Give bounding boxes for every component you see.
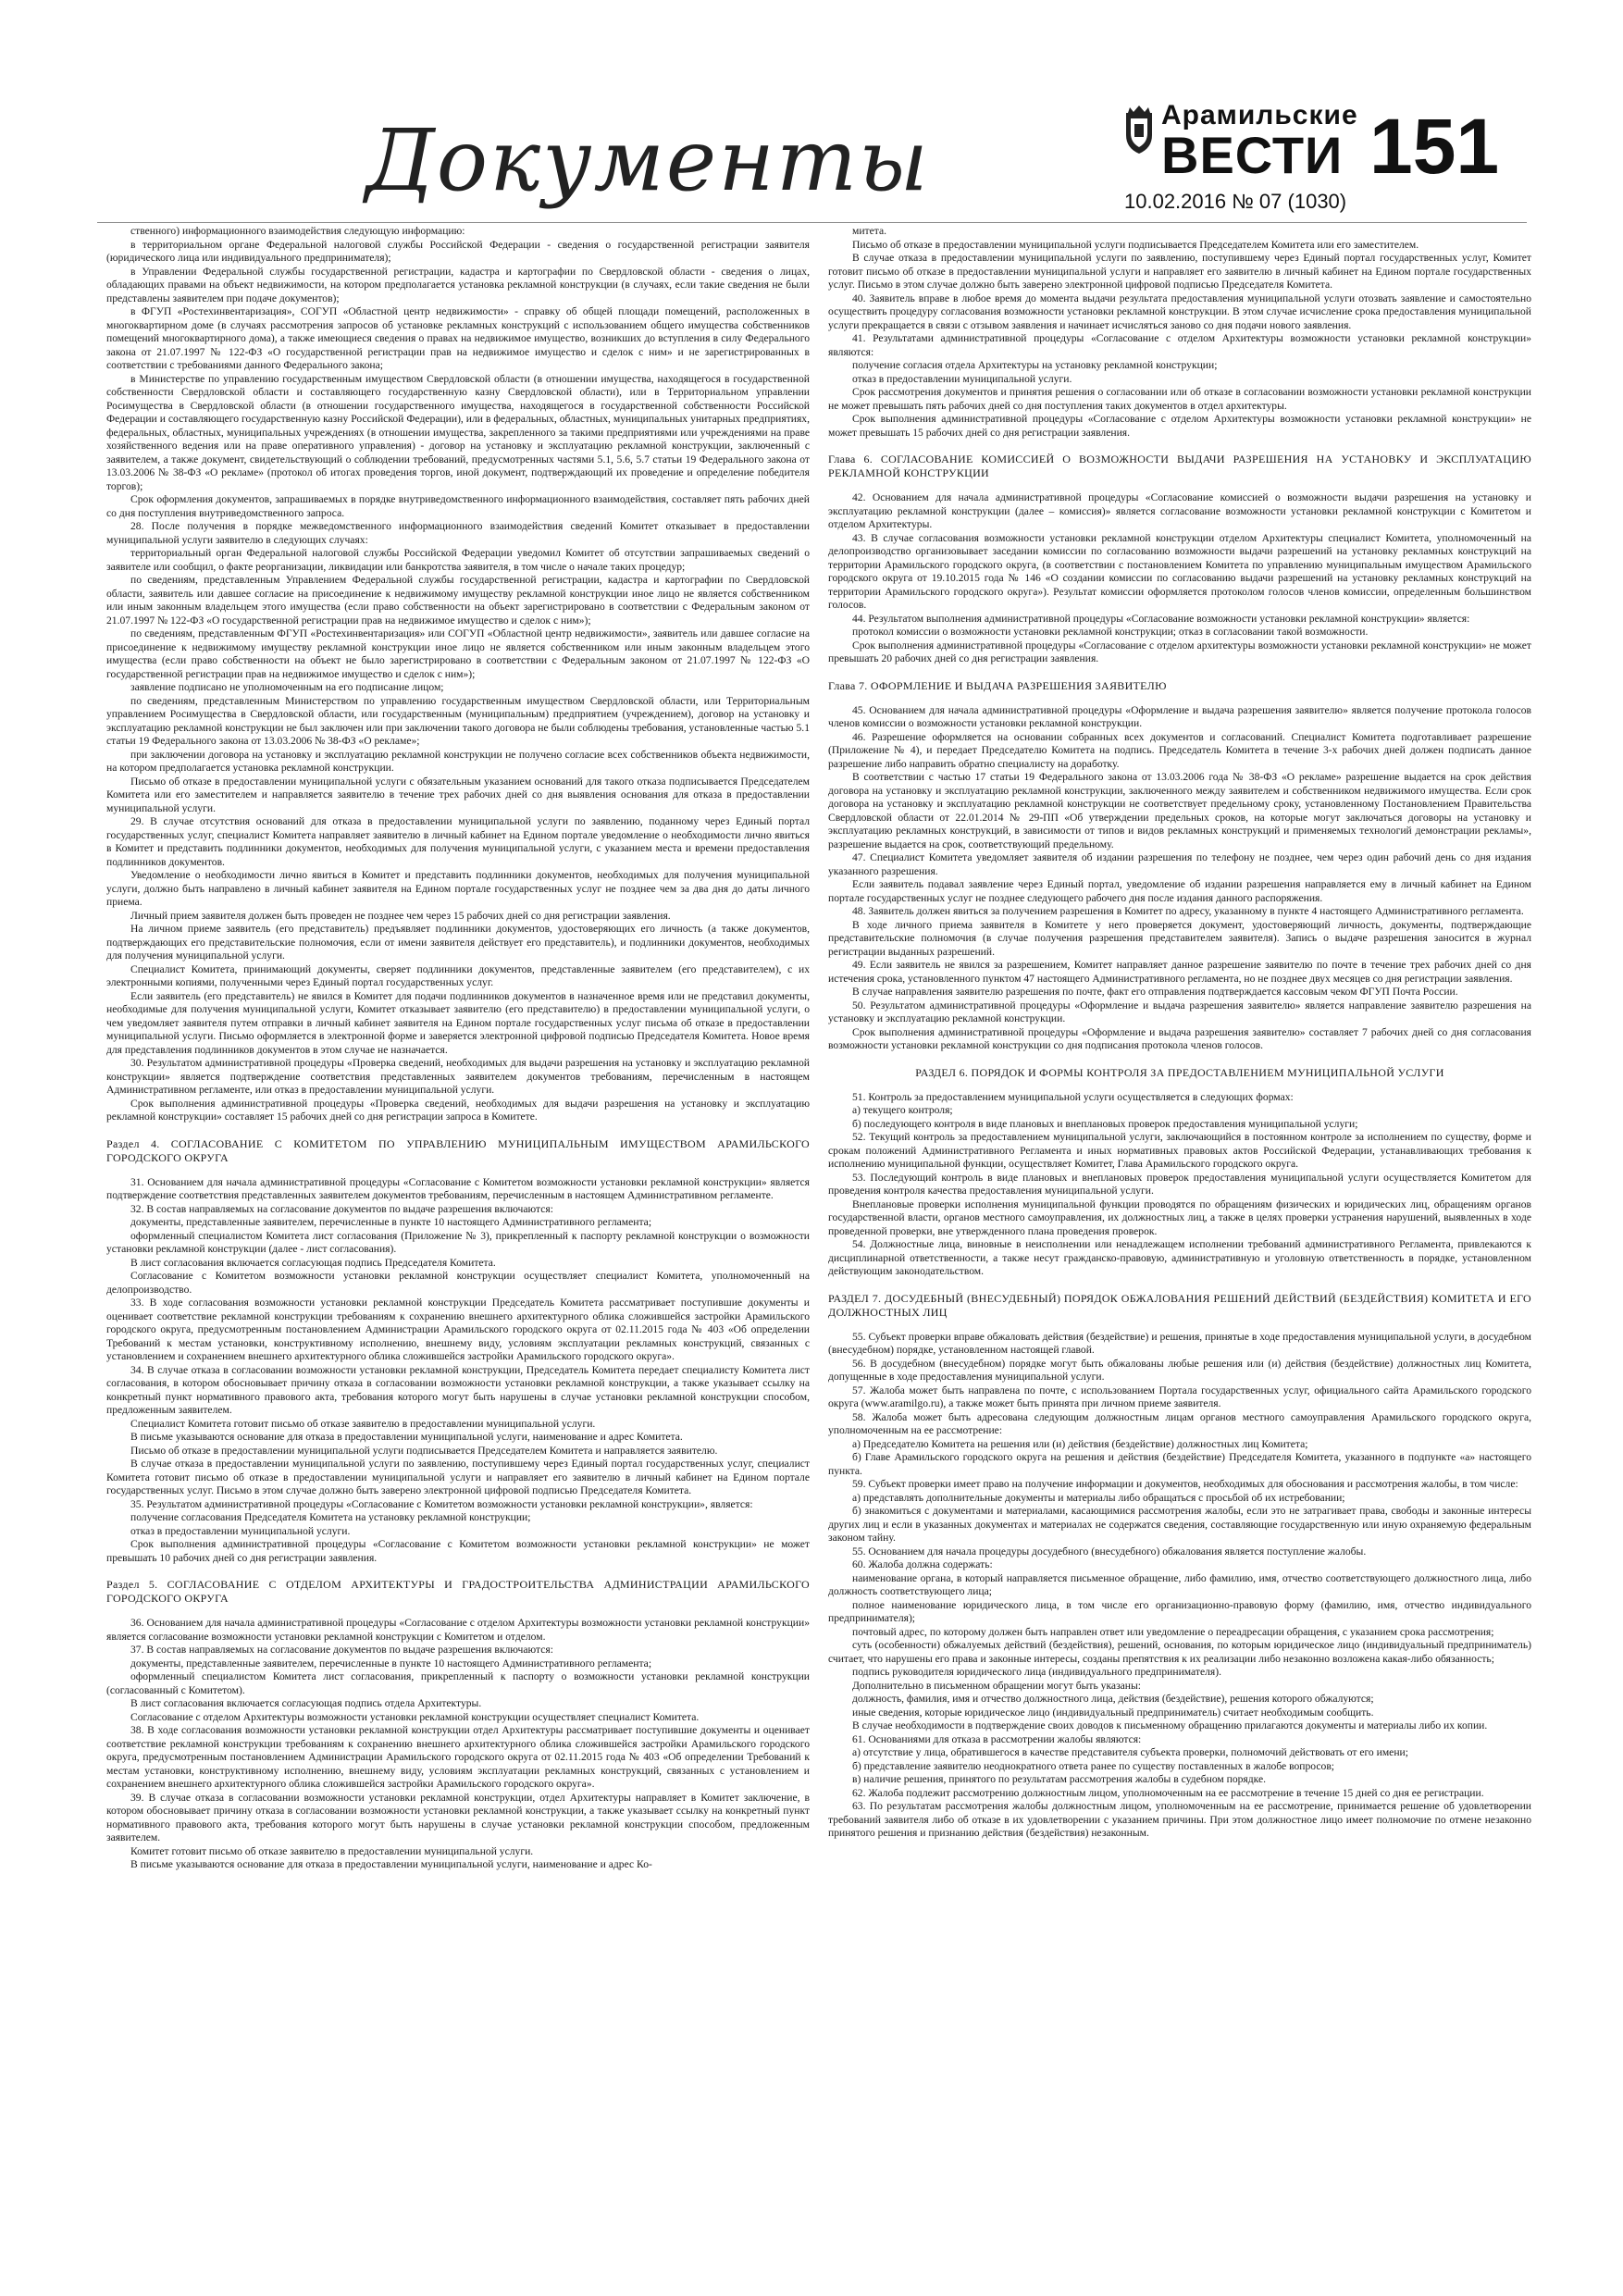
paragraph: заявление подписано не уполномоченным на его подписание лицом; — [130, 681, 444, 693]
paragraph: территориальный орган Федеральной налоговой службы Российской Федерации уведомил Комитет об отсутствии запрашиваемых сведений о заявителе или сообщил, о факте реорганизации, ликвидации или банкротства заявителя, в том числе о начале таких процедур; — [106, 547, 810, 573]
paragraph: 58. Жалоба может быть адресована следующим должностным лицам органов местного самоуправления Арамильского городского округа, уполномоченным на ее рассмотрение: — [828, 1410, 1531, 1436]
paragraph: б) Главе Арамильского городского округа на решения и действия (бездействие) Председателя Комитета, указанного в подпункте «а» настоящего пункта. — [828, 1451, 1531, 1477]
paragraph: Срок выполнения административной процедуры «Согласование с Комитетом возможности установки рекламной конструкции» не может превышать 10 рабочих дней со дня регистрации заявления. — [106, 1538, 810, 1564]
paragraph: документы, представленные заявителем, перечисленные в пункте 10 настоящего Административного регламента; — [130, 1657, 652, 1669]
paragraph: митета. — [852, 225, 887, 237]
section-heading: Раздел 4. СОГЛАСОВАНИЕ С КОМИТЕТОМ ПО УПРАВЛЕНИЮ МУНИЦИПАЛЬНЫМ ИМУЩЕСТВОМ АРАМИЛЬСКОГО ГОРОДСКОГО ОКРУГА — [106, 1136, 810, 1164]
paragraph: 43. В случае согласования возможности установки рекламной конструкции отделом Архитектуры специалист Комитета, уполномоченный на делопроизводство организовывает заседании комиссии по согласованию возможности выдачи разрешений на установку рекламных конструкций на территории Арамильского городского округа, (в соответствии с постановлением Комитета по управлению муниципальным имуществом Арамильского городского округа от 19.10.2015 года № 146 «О создании комиссии по согласованию выдачи разрешений на установку рекламных конструкций на территории Арамильского городского округа»). Результат комиссии оформляется протоколом голосов членов комиссии, определенным большинством голосов. — [828, 531, 1531, 611]
paragraph: в ФГУП «Ростехинвентаризация», СОГУП «Областной центр недвижимости» - справку об общей площади помещений, расположенных в многоквартирном доме (в случаях рассмотрения запросов об установке рекламных конструкций с использованием общего имущества собственников помещений многоквартирного дома), а также имеющиеся сведения о правах на недвижимое имущество, возникших до вступления в силу Федерального закона от 21.07.1997 № 122-ФЗ «О государственной регистрации прав на недвижимое имущество и сделок с ним» и не зарегистрированных в соответствии с требованиями данного Федерального закона; — [106, 305, 810, 371]
paragraph: 44. Результатом выполнения административной процедуры «Согласование возможности установки рекламной конструкции» является: — [852, 612, 1470, 625]
paragraph: 50. Результатом административной процедуры «Оформление и выдача разрешения заявителю» является направление заявителю разрешения на установку и эксплуатацию рекламной конструкции. — [828, 999, 1531, 1024]
paragraph: 63. По результатам рассмотрения жалобы должностным лицом, уполномоченным на ее рассмотрение, принимается решение об удовлетворении требований заявителя либо об отказе в их удовлетворении с указанием причины. При этом должностное лицо имеет полномочие по отмене незаконно принятого решения и признанию действия (бездействия) незаконным. — [828, 1800, 1531, 1839]
paragraph: 35. Результатом административной процедуры «Согласование с Комитетом возможности установки рекламной конструкции», является: — [130, 1497, 753, 1510]
paragraph: 59. Субъект проверки имеет право на получение информации и документов, необходимых для обоснования и рассмотрения жалобы, в том числе: — [852, 1478, 1518, 1490]
paragraph: 33. В ходе согласования возможности установки рекламной конструкции Председатель Комитета рассматривает поступившие документы и оценивает соответствие рекламной конструкции требованиям к сохранению внешнего архитектурного облика сложившейся застройки Арамильского городского округа, предусмотренным постановлением Администрации Арамильского городского округа от 02.11.2015 года № 403 «Об определении Требований к местам установки, конструктивному исполнению, внешнему виду, условиям эксплуатации рекламных конструкций, связанных с установлением и сохранением внешнего архитектурного облика сложившейся застройки Арамильского городского округа». — [106, 1297, 810, 1362]
paragraph: В ходе личного приема заявителя в Комитете у него проверяется документ, удостоверяющий личность, документы, подтверждающие представительские полномочия (в случае получения разрешения представителем заявителя). Запись о выдаче разрешения заносится в журнал регистрации выданных разрешений. — [828, 918, 1531, 958]
paragraph: по сведениям, представленным ФГУП «Ростехинвентаризация» или СОГУП «Областной центр недвижимости», заявитель или давшее согласие на присоединение к недвижимому имуществу рекламной конструкции иное лицо не является собственником или иным законным владельцем этого имущества (если право собственности на объект не было зарегистрировано в соответствии с Федеральным законом от 21.07.1997 № 122-ФЗ «О государственной регистрации прав на недвижимое имущество и сделок с ним»); — [106, 627, 810, 680]
paragraph: Согласование с Комитетом возможности установки рекламной конструкции осуществляет специалист Комитета, уполномоченный на делопроизводство. — [106, 1270, 810, 1296]
paragraph: почтовый адрес, по которому должен быть направлен ответ или уведомление о переадресации обращения, с указанием срока рассмотрения; — [852, 1625, 1494, 1638]
paragraph: Специалист Комитета, принимающий документы, сверяет подлинники документов, представленные заявителем (его представителем), с их электронными копиями, полученными через Единый портал государственных услуг. — [106, 962, 810, 988]
paragraph: в Управлении Федеральной службы государственной регистрации, кадастра и картографии по Свердловской области - сведения о лицах, обладающих правами на объект недвижимости, на котором предполагается установка рекламной конструкции (в случаях, если такие сведения не были представлены заявителем при подаче документов); — [106, 265, 810, 304]
paragraph: 45. Основанием для начала административной процедуры «Оформление и выдача разрешения заявителю» является получение протокола голосов членов комиссии о возможности установки рекламной конструкции. — [828, 703, 1531, 729]
paragraph: в Министерстве по управлению государственным имуществом Свердловской области (в отношении имущества, находящегося в государственной собственности Свердловской области и составляющего государственную казну Свердловской области), или в Территориальном управлении Росимущества в Свердловской области (в отношении государственного имущества, находящегося в государственной собственности Российской Федерации и составляющего государственную казну Российской Федерации), или в федеральных, областных, муниципальных унитарных предприятиях, федеральных, областных, муниципальных учреждениях (в отношении имущества, закрепленного за такими предприятиями или учреждениями на праве хозяйственного ведения или на праве оперативного управления) - договор на установку и эксплуатацию рекламной конструкции, заключенный с заявителем, а также документ, свидетельствующий о соблюдении требований, предусмотренных частями 5.1, 5.6, 5.7 статьи 19 Федерального закона от 13.03.2006 № 38-ФЗ «О рекламе» (протокол об итогах проведения торгов, иной документ, подтверждающий их проведение и определение победителя торгов); — [106, 372, 810, 492]
paragraph: оформленный специалистом Комитета лист согласования (Приложение № 3), прикрепленный к паспорту рекламной конструкции о возможности установки рекламной конструкции (далее - лист согласования). — [106, 1229, 810, 1255]
paragraph: 48. Заявитель должен явиться за получением разрешения в Комитет по адресу, указанному в пункте 4 настоящего Административного регламента. — [852, 905, 1524, 917]
paragraph: 55. Основанием для начала процедуры досудебного (внесудебного) обжалования является поступление жалобы. — [852, 1545, 1367, 1558]
right-text-column — [828, 225, 1531, 2275]
paragraph: по сведениям, представленным Министерством по управлению государственным имуществом Свердловской области, или Территориальным управлением Росимущества в Свердловской области, или государственным (муниципальным) предприятием (учреждением), договор на установку и эксплуатацию рекламной конструкции не был заключен или при заключении такого договора не были соблюдены требования, установленные частью 5.1 статьи 19 Федерального закона от 13.03.2006 № 38-ФЗ «О рекламе»; — [106, 694, 810, 747]
paragraph: оформленный специалистом Комитета лист согласования, прикрепленный к паспорту о возможности установки рекламной конструкции (согласованный с Комитетом). — [106, 1670, 810, 1696]
paragraph: Дополнительно в письменном обращении могут быть указаны: — [852, 1679, 1142, 1692]
paragraph: 31. Основанием для начала административной процедуры «Согласование с Комитетом возможности установки рекламной конструкции» является подтверждение соответствия представленных заявителем документов требованиям, перечисленным в настоящем Административном регламенте. — [106, 1175, 810, 1201]
paragraph: Срок выполнения административной процедуры «Проверка сведений, необходимых для выдачи разрешения на установку и эксплуатацию рекламной конструкции» составляет 15 рабочих дней со дня регистрации запроса в Комитете. — [106, 1097, 810, 1123]
paragraph: 46. Разрешение оформляется на основании собранных всех документов и согласований. Специалист Комитета подготавливает разрешение (Приложение № 4), и передает Председателю Комитета на подпись. Председатель Комитета в течение 3-х рабочих дней должен подписать данное разрешение либо направить обратно специалисту на доработку. — [828, 730, 1531, 770]
paragraph: Срок выполнения административной процедуры «Согласование с отделом Архитектуры возможности установки рекламной конструкции» не может превышать 15 рабочих дней со дня регистрации заявления. — [828, 413, 1531, 439]
paragraph: Уведомление о необходимости лично явиться в Комитет и представить подлинники документов, необходимых для получения муниципальной услуги, должно быть направлено в личный кабинет заявителя на Едином портале государственных услуг не позднее чем за два дня до даты личного приема. — [106, 869, 810, 908]
paragraph: 52. Текущий контроль за предоставлением муниципальной услуги, заключающийся в постоянном контроле за исполнением по существу, форме и срокам положений Административного Регламента и иных нормативных правовых актов Российской Федерации, устанавливающих требования к исполнению муниципальной функции, осуществляет Комитет, Глава Арамильского городского округа. — [828, 1131, 1531, 1170]
page-number: 151 — [1369, 103, 1500, 190]
paragraph: 42. Основанием для начала административной процедуры «Согласование комиссией о возможности выдачи разрешения на установку и эксплуатацию рекламной конструкции (далее – комиссия)» является согласование возможности установки рекламной конструкции с Комитетом и отделом Архитектуры. — [828, 491, 1531, 530]
paragraph: иные сведения, которые юридическое лицо (индивидуальный предприниматель) считает необходимым сообщить. — [852, 1706, 1374, 1719]
paragraph: б) представление заявителю неоднократного ответа ранее по существу поставленных в жалобе вопросов; — [852, 1759, 1335, 1772]
left-text-column — [106, 225, 810, 2275]
paragraph: 56. В досудебном (внесудебном) порядке могут быть обжалованы любые решения или (и) действия (бездействие) должностных лиц Комитета, допущенные в ходе предоставления муниципальной услуги. — [828, 1357, 1531, 1383]
paragraph: В случае необходимости в подтверждение своих доводов к письменному обращению прилагаются документы и материалы либо их копии. — [852, 1719, 1488, 1731]
paragraph: В соответствии с частью 17 статьи 19 Федерального закона от 13.03.2006 года № 38-ФЗ «О рекламе» разрешение выдается на срок действия договора на установку и эксплуатацию рекламной конструкции, заключенного между заявителем и собственником недвижимого имущества. Если срок договора на установку и эксплуатацию рекламной конструкции не соответствует предельному сроку, установленному Постановлением Правительства Свердловской области от 22.01.2014 № 29-ПП «Об утверждении предельных сроков, на которые могут заключаться договоры на установку и эксплуатацию рекламных конструкций, в зависимости от типов и видов рекламных конструкций и применяемых технологий демонстрации рекламы», разрешение выдается на срок, соответствующий предельному. — [828, 771, 1531, 850]
paragraph: Если заявитель (его представитель) не явился в Комитет для подачи подлинников документов в назначенное время или не представил документы, необходимые для получения муниципальной услуги, Комитет отказывает заявителю (его представителю) в предоставлении муниципальной услуги, о чем уведомляет заявителя путем отправки в личный кабинет заявителя на Едином портале государственных услуг письма об отказе в предоставлении муниципальной услуги. Письмо оформляется в электронной форме и заверяется электронной цифровой подписью Председателя Комитета. Новое время для представления подлинников документов в этом случае не назначается. — [106, 989, 810, 1056]
paragraph: полное наименование юридического лица, в том числе его организационно-правовую форму (фамилию, имя, отчество индивидуального предпринимателя); — [828, 1598, 1531, 1624]
paragraph: ственного) информационного взаимодействия следующую информацию: — [130, 225, 465, 237]
paragraph: 28. После получения в порядке межведомственного информационного взаимодействия сведений Комитет отказывает в предоставлении муниципальной услуги заявителю в следующих случаях: — [106, 520, 810, 546]
paragraph: 61. Основаниями для отказа в рассмотрении жалобы являются: — [852, 1732, 1142, 1745]
paragraph: а) текущего контроля; — [852, 1104, 953, 1116]
paragraph: должность, фамилия, имя и отчество должностного лица, действия (бездействие), решения которого обжалуются; — [852, 1693, 1374, 1705]
paragraph: Специалист Комитета готовит письмо об отказе заявителю в предоставлении муниципальной услуги. — [130, 1417, 596, 1430]
paragraph: 34. В случае отказа в согласовании возможности установки рекламной конструкции, Председатель Комитета передает специалисту Комитета лист согласования, в котором обосновывает причину отказа в согласовании возможности установки рекламной конструкции, а также указывает ссылку на конкретный пункт нормативного правового акта, требования которого могут быть нарушены в случае установки рекламной конструкции способом, предложенным заявителем. — [106, 1363, 810, 1416]
paragraph: 62. Жалоба подлежит рассмотрению должностным лицом, уполномоченным на ее рассмотрение в течение 15 дней со дня ее регистрации. — [852, 1786, 1484, 1799]
paragraph: в территориальном органе Федеральной налоговой службы Российской Федерации - сведения о государственной регистрации заявителя (юридического лица или индивидуального предпринимателя); — [106, 238, 810, 264]
paragraph: Если заявитель подавал заявление через Единый портал, уведомление об издании разрешения направляется ему в личный кабинет на Едином портале государственных услуг не позднее следующего рабочего дня после издания данного распоряжения. — [828, 878, 1531, 904]
section-heading: РАЗДЕЛ 6. ПОРЯДОК И ФОРМЫ КОНТРОЛЯ ЗА ПРЕДОСТАВЛЕНИЕМ МУНИЦИПАЛЬНОЙ УСЛУГИ — [915, 1065, 1444, 1079]
paragraph: Срок выполнения административной процедуры «Согласование с отделом архитектуры возможности установки рекламной конструкции» не может превышать 20 рабочих дней со дня регистрации заявления. — [828, 639, 1531, 664]
paragraph: протокол комиссии о возможности установки рекламной конструкции; отказ в согласовании такой возможности. — [852, 626, 1369, 638]
paragraph: отказ в предоставлении муниципальной услуги. — [852, 372, 1072, 385]
paragraph: 38. В ходе согласования возможности установки рекламной конструкции отдел Архитектуры рассматривает поступившие документы и оценивает соответствие рекламной конструкции требованиям к сохранению внешнего архитектурного облика сложившейся застройки Арамильского городского округа, предусмотренным постановлением Администрации Арамильского городского округа от 02.11.2015 года № 403 «Об определении Требований к местам установки, конструктивному исполнению, внешнему виду, условиям эксплуатации рекламных конструкций, связанных с установлением и сохранением внешнего архитектурного облика сложившейся застройки Арамильского городского округа». — [106, 1724, 810, 1790]
paragraph: В случае направления заявителю разрешения по почте, факт его отправления подтверждается кассовым чеком ФГУП Почта России. — [852, 986, 1458, 998]
paragraph: 37. В состав направляемых на согласование документов по выдаче разрешения включаются: — [130, 1644, 553, 1656]
paragraph: суть (особенности) обжалуемых действий (бездействия), решений, основания, по которым юридическое лицо (индивидуальный предприниматель) считает, что нарушены его права и законные интересы, созданы препятствия к их реализации либо незаконно возложена какая-либо обязанность; — [828, 1639, 1531, 1665]
paragraph: В письме указываются основание для отказа в предоставлении муниципальной услуги, наименование и адрес Комитета. — [130, 1431, 683, 1443]
section-heading: Раздел 5. СОГЛАСОВАНИЕ С ОТДЕЛОМ АРХИТЕКТУРЫ И ГРАДОСТРОИТЕЛЬСТВА АДМИНИСТРАЦИИ АРАМИЛЬСКОГО ГОРОДСКОГО ОКРУГА — [106, 1578, 810, 1605]
paragraph: а) отсутствие у лица, обратившегося в качестве представителя субъекта проверки, полномочий действовать от его имени; — [852, 1746, 1408, 1758]
paragraph: 51. Контроль за предоставлением муниципальной услуги осуществляется в следующих формах: — [852, 1090, 1294, 1103]
paragraph: 54. Должностные лица, виновные в неисполнении или ненадлежащем исполнении требований административного Регламента, привлекаются к дисциплинарной ответственности, а также несут гражданско-правовую, административную и уголовную ответственность в порядке, установленном действующим законодательством. — [828, 1238, 1531, 1277]
paragraph: 55. Субъект проверки вправе обжаловать действия (бездействие) и решения, принятые в ходе предоставления муниципальной услуги, в досудебном (внесудебном) порядке, установленном настоящей главой. — [828, 1330, 1531, 1356]
paragraph: при заключении договора на установку и эксплуатацию рекламной конструкции не получено согласие всех собственников объекта недвижимости, на котором предполагается установка рекламной конструкции. — [106, 748, 810, 774]
paragraph: 49. Если заявитель не явился за разрешением, Комитет направляет данное разрешение заявителю по почте в течение трех рабочих дней со дня истечения срока, установленного пунктом 47 настоящего Административного регламента, но не позднее двух месяцев со дня регистрации заявления. — [828, 959, 1531, 985]
section-title: Документы — [365, 111, 930, 210]
issue-info: 10.02.2016 № 07 (1030) — [1124, 190, 1347, 213]
paragraph: Согласование с отделом Архитектуры возможности установки рекламной конструкции осуществляет специалист Комитета. — [130, 1710, 700, 1723]
town-crest-icon — [1122, 104, 1156, 155]
paragraph: получение согласования Председателя Комитета на установку рекламной конструкции; — [130, 1511, 531, 1523]
paragraph: 57. Жалоба может быть направлена по почте, с использованием Портала государственных услуг, официального сайта Арамильского городского округа (www.aramilgo.ru), а также может быть принята при личном приеме заявителя. — [828, 1384, 1531, 1409]
paragraph: Письмо об отказе в предоставлении муниципальной услуги подписывается Председателем Комитета и направляется заявителю. — [130, 1444, 718, 1457]
section-heading: РАЗДЕЛ 7. ДОСУДЕБНЫЙ (ВНЕСУДЕБНЫЙ) ПОРЯДОК ОБЖАЛОВАНИЯ РЕШЕНИЙ ДЕЙСТВИЙ (БЕЗДЕЙСТВИЯ) КОМИТЕТА И ЕГО ДОЛЖНОСТНЫХ ЛИЦ — [828, 1291, 1531, 1319]
paragraph: Срок рассмотрения документов и принятия решения о согласовании или об отказе в согласовании возможности установки рекламной конструкции не может превышать пять рабочих дней со дня поступления таких документов в отдел архитектуры. — [828, 386, 1531, 412]
paragraph: получение согласия отдела Архитектуры на установку рекламной конструкции; — [852, 359, 1218, 371]
paragraph: Срок оформления документов, запрашиваемых в порядке внутриведомственного информационного взаимодействия, составляет пять рабочих дней со дня поступления внутриведомственного запроса. — [106, 493, 810, 519]
paragraph: Внеплановые проверки исполнения муниципальной функции проводятся по обращениям физических и юридических лиц, обращениям органов государственной власти, органов местного самоуправления, их должностных лиц, а также в целях проверки устранения нарушений, выявленных в ходе проведенной проверки, вне утвержденного плана проведения проверок. — [828, 1198, 1531, 1237]
paragraph: В лист согласования включается согласующая подпись Председателя Комитета. — [130, 1256, 496, 1269]
paragraph: 40. Заявитель вправе в любое время до момента выдачи результата предоставления муниципальной услуги отозвать заявление и самостоятельно осуществить процедуру согласования возможности установки рекламной конструкции. В этом случае исчисление срока предоставления муниципальной услуги прекращается в связи с отзывом заявления и начинает исчисляться заново со дня подачи нового заявления. — [828, 292, 1531, 331]
paragraph: а) Председателю Комитета на решения или (и) действия (бездействие) должностных лиц Комитета; — [852, 1437, 1308, 1450]
paragraph: В письме указываются основание для отказа в предоставлении муниципальной услуги, наименование и адрес Ко- — [130, 1858, 652, 1870]
paragraph: по сведениям, представленным Управлением Федеральной службы государственной регистрации, кадастра и картографии по Свердловской области, заявитель или давшее согласие на присоединение к недвижимому имуществу рекламной конструкции иное лицо не является собственником или иным законным владельцем этого имущества (если право собственности на объект зарегистрировано в соответствии с Федеральным законом от 21.07.1997 № 122-ФЗ «О государственной регистрации прав на недвижимое имущество и сделок с ним»); — [106, 574, 810, 627]
paragraph: Письмо об отказе в предоставлении муниципальной услуги подписывается Председателем Комитета или его заместителем. — [852, 238, 1419, 251]
paragraph: В случае отказа в предоставлении муниципальной услуги по заявлению, поступившему через Единый портал государственных услуг, специалист Комитета готовит письмо об отказе в предоставлении муниципальной услуги и направляет его заявителю в личный кабинет на Едином портале государственных услуг. Письмо в этом случае должно быть заверено электронной цифровой подписью Председателя Комитета. — [106, 1458, 810, 1496]
paragraph: 39. В случае отказа в согласовании возможности установки рекламной конструкции, отдел Архитектуры направляет в Комитет заключение, в котором обосновывает причину отказа в согласовании возможности установки рекламной конструкции, а также указывает ссылку на конкретный пункт нормативного правового акта, требования которого могут быть нарушены в случае установки рекламной конструкции способом, предложенным заявителем. — [106, 1791, 810, 1843]
paragraph: 60. Жалоба должна содержать: — [852, 1558, 993, 1570]
paragraph: 30. Результатом административной процедуры «Проверка сведений, необходимых для выдачи разрешения на установку и эксплуатацию рекламной конструкции» является подтверждение соответствия представленных заявителем документов требованиям, перечисленным в настоящем Административном регламенте, или отказ в предоставлении муниципальной услуги. — [106, 1057, 810, 1096]
section-heading: Глава 6. СОГЛАСОВАНИЕ КОМИССИЕЙ О ВОЗМОЖНОСТИ ВЫДАЧИ РАЗРЕШЕНИЯ НА УСТАНОВКУ И ЭКСПЛУАТАЦИЮ РЕКЛАМНОЙ КОНСТРУКЦИИ — [828, 453, 1531, 479]
paragraph: 36. Основанием для начала административной процедуры «Согласование с отделом Архитектуры возможности установки рекламной конструкции» является согласование возможности установки рекламной конструкции с Комитетом и отделом. — [106, 1617, 810, 1643]
paragraph: В случае отказа в предоставлении муниципальной услуги по заявлению, поступившему через Единый портал государственных услуг, Комитет готовит письмо об отказе в предоставлении муниципальной услуги и направляет его заявителю в личный кабинет на Едином портале государственных услуг. Письмо в этом случае должно быть заверено электронной цифровой подписью Председателя Комитета. — [828, 252, 1531, 291]
section-heading: Глава 7. ОФОРМЛЕНИЕ И ВЫДАЧА РАЗРЕШЕНИЯ ЗАЯВИТЕЛЮ — [828, 678, 1167, 692]
masthead — [0, 0, 1623, 231]
paragraph: Срок выполнения административной процедуры «Оформление и выдача разрешения заявителю» составляет 7 рабочих дней со дня согласования возможности установки рекламной конструкции со дня подписания протокола членов голосов. — [828, 1025, 1531, 1051]
paragraph: в) наличие решения, принятого по результатам рассмотрения жалобы в судебном порядке. — [852, 1773, 1267, 1785]
paragraph: 47. Специалист Комитета уведомляет заявителя об издании разрешения по телефону не позднее, чем через один рабочий день со дня издания указанного разрешения. — [828, 851, 1531, 877]
paragraph: наименование органа, в который направляется письменное обращение, либо фамилию, имя, отчество соответствующего должностного лица, либо должность соответствующего лица; — [828, 1571, 1531, 1597]
paragraph: 32. В состав направляемых на согласование документов по выдаче разрешения включаются: — [130, 1202, 553, 1215]
paragraph: Личный прием заявителя должен быть проведен не позднее чем через 15 рабочих дней со дня регистрации заявления. — [130, 909, 671, 922]
paragraph: Письмо об отказе в предоставлении муниципальной услуги с обязательным указанием оснований для такого отказа подписывается Председателем Комитета или его заместителем и направляется заявителю в течение трех рабочих дней со дня выявления основания для отказа в предоставлении муниципальной услуги. — [106, 775, 810, 814]
paragraph: б) последующего контроля в виде плановых и внеплановых проверок предоставления муниципальной услуги; — [852, 1117, 1358, 1130]
header-rule — [97, 222, 1527, 223]
paragraph: Комитет готовит письмо об отказе заявителю в предоставлении муниципальной услуги. — [130, 1844, 534, 1857]
paragraph: подпись руководителя юридического лица (индивидуального предпринимателя). — [852, 1666, 1221, 1678]
newspaper-logo-top: Арамильские — [1161, 100, 1358, 130]
paragraph: В лист согласования включается согласующая подпись отдела Архитектуры. — [130, 1697, 482, 1709]
paragraph: 53. Последующий контроль в виде плановых и внеплановых проверок предоставления муниципальной услуги осуществляется Комитетом для проведения контроля качества предоставления муниципальной услуги. — [828, 1171, 1531, 1197]
paragraph: На личном приеме заявитель (его представитель) предъявляет подлинники документов, удостоверяющих его личность (а также документов, подтверждающих его представительские полномочия, если от имени заявителя действует его представитель), и подлинники документов, необходимых для получения муниципальной услуги. — [106, 923, 810, 962]
paragraph: 29. В случае отсутствия оснований для отказа в предоставлении муниципальной услуги по заявлению, поданному через Единый портал государственных услуг, специалист Комитета направляет заявителю в личный кабинет на Едином портале уведомление о необходимости лично явиться в Комитет и представить подлинники документов, необходимых для получения муниципальной услуги, с указанием места и времени предоставления подлинников документов. — [106, 815, 810, 868]
paragraph: а) представлять дополнительные документы и материалы либо обращаться с просьбой об их истребовании; — [852, 1491, 1345, 1504]
paragraph: отказ в предоставлении муниципальной услуги. — [130, 1524, 351, 1537]
newspaper-logo-main: ВЕСТИ — [1161, 126, 1344, 184]
paragraph: б) знакомиться с документами и материалами, касающимися рассмотрения жалобы, если это не затрагивает права, свободы и законные интересы других лиц и если в указанных документах и материалах не содержатся сведения, составляющие государственную или иную охраняемую федеральным законом тайну. — [828, 1505, 1531, 1544]
paragraph: документы, представленные заявителем, перечисленные в пункте 10 настоящего Административного регламента; — [130, 1216, 652, 1228]
paragraph: 41. Результатами административной процедуры «Согласование с отделом Архитектуры возможности установки рекламной конструкции» являются: — [828, 332, 1531, 358]
